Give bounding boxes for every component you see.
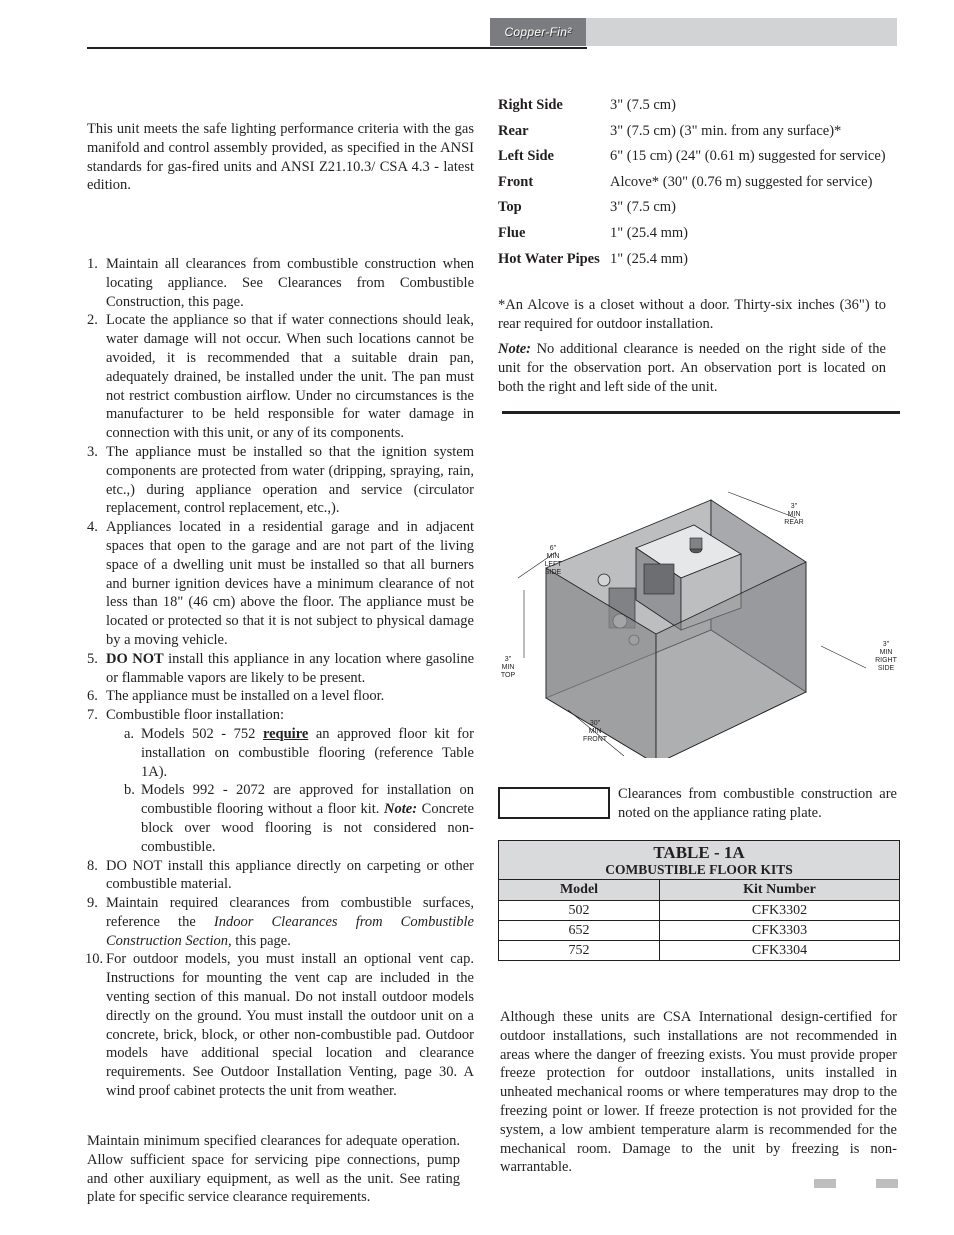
table-row: 652 CFK3303: [499, 921, 900, 941]
list-item: 3. The appliance must be installed so that the ignition system components are protected from water (dripping, spraying, rain, etc.,) during appliance operation and service (circulator replacement, control replacement, etc.,).: [87, 443, 474, 517]
list-item: 2. Locate the appliance so that if water connections should leak, water damage will not occur. When such locations cannot be avoided, it is recommended that a suitable drain pan, adequately drained, be installed under the unit. The pan must not restrict combustion airflow. Under no circumstances is the manufacturer to be held responsible for water damage in connection with this unit, or any of its components.: [87, 312, 474, 442]
clearance-row: Right Side 3" (7.5 cm): [498, 97, 676, 113]
svg-text:SIDE: SIDE: [877, 665, 895, 672]
svg-text:3": 3": [882, 641, 890, 648]
right-side-clearance-label: [875, 641, 898, 672]
observation-port-note: Note: No additional clearance is needed on the right side of the unit for the observation port. An observation port is located on both the right and left side of the unit.: [498, 341, 886, 395]
clearance-row: Flue 1" (25.4 mm): [498, 224, 689, 241]
list-item: 4. Appliances located in a residential garage and in adjacent spaces that open to the garage and are not part of the living space of a dwelling unit must be installed so that all burners and burner ignition devices have a minimum clearance of not less than 18" (46 cm) above the floor. The appliance must be located or protected so that it is not subject to physical damage by a moving vehicle.: [87, 519, 474, 648]
list-item: 7. Combustible floor installation: a. Models 502 - 752 require an approved floor kit for installation on combustible flooring (reference Table 1A). b. Models 992 - 2072 are approved for installation on combustible flooring without a floor kit. Note: Concrete block over wood flooring is not considered non-combustible.: [87, 707, 474, 855]
svg-text:RIGHT: RIGHT: [875, 657, 897, 664]
clearance-diagram: [496, 488, 906, 758]
location-requirements-list: [87, 255, 474, 1101]
clearance-row: Hot Water Pipes 1" (25.4 mm): [498, 250, 689, 267]
floor-kits-table: [498, 840, 900, 961]
list-item: 1. Maintain all clearances from combustible construction when locating appliance. See Clearances from Combustible Construction, this page.: [87, 256, 474, 310]
svg-text:MIN: MIN: [787, 511, 801, 518]
header-bar: [586, 18, 897, 46]
brand-logo: [490, 18, 586, 46]
svg-text:REAR: REAR: [784, 519, 804, 526]
svg-text:SIDE: SIDE: [544, 569, 562, 576]
svg-text:MIN: MIN: [501, 664, 515, 671]
table-subtitle: COMBUSTIBLE FLOOR KITS: [605, 862, 793, 877]
svg-text:3": 3": [504, 656, 512, 663]
page-tab-marker: [814, 1179, 836, 1188]
freeze-protection-paragraph: Although these units are CSA International design-certified for outdoor installations, such installations are not recommended in areas where the danger of freezing exists. You must provide proper freeze protection for outdoor installations, units installed in unheated mechanical rooms or where temperatures may drop to the freezing point or lower. If freeze protection is not provided for the system, a low ambient temperature alarm is recommended for the mechanical room. Damage to the unit by freezing is non-warrantable.: [500, 1009, 897, 1176]
sub-list-item: b. Models 992 - 2072 are approved for installation on combustible flooring without a floor kit. Note: Concrete block over wood flooring is not considered non-combustible.: [124, 782, 474, 855]
rating-plate-note: Clearances from combustible construction are noted on the appliance rating plate.: [618, 786, 897, 821]
safety-intro: This unit meets the safe lighting performance criteria with the gas manifold and control assembly provided, as specified in the ANSI standards for gas-fired units and ANSI Z21.10.3/ CSA 4.3 - latest edition.: [87, 121, 474, 194]
rear-clearance-label: [784, 503, 803, 526]
sub-list-item: a. Models 502 - 752 require an approved floor kit for installation on combustible flooring (reference Table 1A).: [124, 725, 474, 780]
svg-text:MIN: MIN: [546, 553, 560, 560]
svg-text:3": 3": [790, 503, 798, 510]
left-side-clearance-label: [544, 545, 562, 576]
svg-text:MIN: MIN: [588, 728, 602, 735]
svg-text:FRONT: FRONT: [582, 736, 608, 743]
floor-install-sublist: [106, 725, 474, 857]
section-rule: [502, 411, 900, 414]
page-tab-marker: [876, 1179, 898, 1188]
table-title: TABLE - 1A: [653, 843, 745, 862]
svg-text:6": 6": [549, 545, 557, 552]
list-item: 8. DO NOT install this appliance directly on carpeting or other combustible material.: [87, 857, 474, 893]
clearance-row: Left Side 6" (15 cm) (24" (0.61 m) suggested for service): [498, 148, 886, 165]
header-rule: [87, 47, 587, 49]
svg-text:TOP: TOP: [500, 672, 516, 679]
list-item: 10. For outdoor models, you must install an optional vent cap. Instructions for mounting the vent cap are included in the venting section of this manual. Do not install outdoor models directly on the ground. You must install the outdoor unit on a concrete, brick, block, or other non-combustible pad. Outdoor models have additional special location and clearance requirements. See Outdoor Installation Venting, page 30. A wind proof cabinet protects the unit from weather.: [85, 951, 474, 1100]
svg-text:MIN: MIN: [879, 649, 893, 656]
list-item: 6. The appliance must be installed on a level floor.: [87, 688, 385, 705]
column-header-model: Model: [499, 880, 660, 901]
column-header-kit: Kit Number: [660, 880, 900, 901]
alcove-note: *An Alcove is a closet without a door. Thirty-six inches (36") to rear required for outdoor installation.: [498, 297, 886, 332]
list-item: 9. Maintain required clearances from combustible surfaces, reference the Indoor Clearances from Combustible Construction Section, this page.: [87, 895, 474, 949]
table-row: 502 CFK3302: [499, 901, 900, 921]
clearance-row: Rear 3" (7.5 cm) (3" min. from any surface)*: [498, 122, 842, 139]
svg-text:30": 30": [589, 720, 601, 727]
clearance-table: [498, 96, 886, 275]
clearance-row: Front Alcove* (30" (0.76 m) suggested for service): [498, 173, 873, 190]
list-item: 5. DO NOT install this appliance in any location where gasoline or flammable vapors are likely to be present.: [87, 650, 474, 686]
top-clearance-label: [501, 656, 516, 679]
table-row: 752 CFK3304: [499, 941, 900, 961]
clearance-paragraph: Maintain minimum specified clearances for adequate operation. Allow sufficient space for servicing pipe connections, pump and other auxiliary equipment, as well as the unit. See rating plate for specific service clearance requirements.: [87, 1133, 460, 1206]
svg-text:LEFT: LEFT: [544, 561, 562, 568]
logo-text: Copper-Fin²: [504, 25, 572, 39]
callout-box: [498, 787, 610, 819]
clearance-row: Top 3" (7.5 cm): [498, 199, 676, 216]
